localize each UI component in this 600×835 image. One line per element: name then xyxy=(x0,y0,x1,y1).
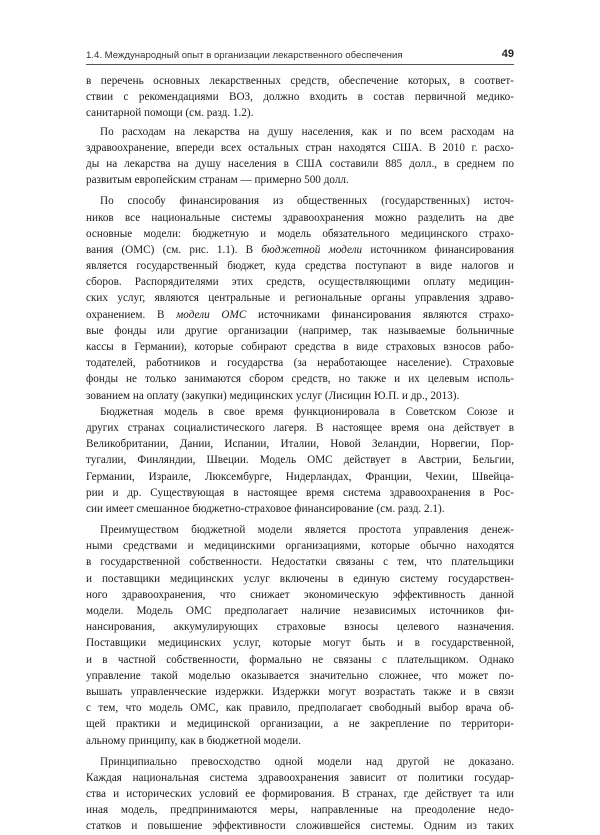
text-line: Каждая национальная система здравоохранения зависит от политики государ- xyxy=(86,771,514,784)
text-line: щей практики и медицинской организации, а не закрепление по территори- xyxy=(86,718,514,731)
text-line: По способу финансирования из общественных (государственных) источ- xyxy=(100,195,514,208)
text-line: Германии, Израиле, Люксембурге, Нидерландах, Франции, Чехии, Швейца- xyxy=(86,470,514,483)
text-line: По расходам на лекарства на душу населения, как и по всем расходам на xyxy=(100,125,514,138)
text-line: Великобритании, Дании, Испании, Италии, Новой Зеландии, Норвегии, Пор- xyxy=(86,438,514,451)
text-line: здравоохранение, впереди всех остальных стран находятся США. В 2010 г. расхо- xyxy=(86,141,514,154)
text-line: иная модель, предпринимаются меры, направленные на преодоление недо- xyxy=(86,804,514,817)
text-line: вания (ОМС) (см. рис. 1.1). В бюджетной модели источником финансирования xyxy=(86,243,514,256)
text-line: Преимуществом бюджетной модели является простота управления денеж- xyxy=(100,524,514,537)
text-line: в перечень основных лекарственных средств, обеспечение которых, в соответ- xyxy=(86,75,514,87)
text-line: с тем, что модель ОМС, как правило, предполагает свободный выбор врача об- xyxy=(86,702,514,715)
text-line: развитым европейским странам — примерно 500 долл. xyxy=(86,174,349,187)
text-line: Бюджетная модель в свое время функционировала в Советском Союзе и xyxy=(100,405,514,418)
text-line: модели. Модель ОМС предполагает наличие независимых источников фи- xyxy=(86,605,514,617)
text-line: и в частной собственности, формально не связаны с плательщиком. Однако xyxy=(86,653,514,666)
text-line: ников все национальные системы здравоохранения можно разделить на две xyxy=(86,211,514,224)
text-line: сборов. Распорядителями этих средств, осуществляющими оплату медицин- xyxy=(86,276,514,289)
page-number: 49 xyxy=(501,48,514,60)
text-line: рии и др. Существующая в настоящее время система здравоохранения в Рос- xyxy=(86,486,514,499)
header-title: 1.4. Международный опыт в организации лекарственного обеспечения xyxy=(86,50,403,61)
text-line: нансирования, аккумулирующих страховые взносы целевого назначения. xyxy=(86,621,514,634)
text-line: ды на лекарства на душу населения в США составили 885 долл., в среднем по xyxy=(86,157,514,170)
text-line: является государственный бюджет, куда средства поступают в виде налогов и xyxy=(86,260,514,273)
text-line: ства и исторических условий ее формирования. В странах, где действует та или xyxy=(86,788,514,801)
text-line: управление такой моделью оказывается значительно сложнее, что может по- xyxy=(86,669,514,682)
text-line: в государственной собственности. Недостатки связаны с тем, что плательщики xyxy=(86,556,514,569)
text-line: вые фонды или другие организации (например, так называемые больничные xyxy=(86,324,514,337)
text-line: ными средствами и медицинскими организациями, которые обычно находятся xyxy=(86,540,514,553)
text-line: статков и повышение эффективности сложившейся системы. Одним из таких xyxy=(86,820,514,833)
text-line: и поставщики медицинских услуг включены в единую систему государствен- xyxy=(86,572,514,585)
body-text xyxy=(86,73,514,835)
text-line: Принципиально превосходство одной модели над другой не доказано. xyxy=(100,755,514,768)
text-line: Поставщики медицинских услуг, которые могут быть и в государственной, xyxy=(86,637,514,650)
text-line: ного здравоохранения, что снижает экономическую эффективность данной xyxy=(86,588,514,601)
text-line: вышать управленческие издержки. Издержки могут возрастать также и в связи xyxy=(86,685,514,698)
text-line: альному принципу, как в бюджетной модели. xyxy=(86,734,302,747)
text-line: охранением. В модели ОМС источниками финансирования являются страхо- xyxy=(86,308,514,321)
text-line: зованием на оплату (закупки) медицинских услуг (Лисицин Ю.П. и др., 2013). xyxy=(86,389,460,402)
text-line: сии имеет смешанное бюджетно-страховое финансирование (см. разд. 2.1). xyxy=(86,502,445,515)
text-line: тугалии, Финляндии, Швеции. Модель ОМС действует в Австрии, Бельгии, xyxy=(86,454,514,467)
text-line: основные модели: бюджетную и модель обязательного медицинского страхо- xyxy=(86,227,514,240)
text-line: кассы в Германии), которые собирают средства в виде страховых взносов рабо- xyxy=(86,341,514,353)
text-line: других странах социалистического лагеря. В настоящее время она действует в xyxy=(86,421,514,434)
text-line: ствии с рекомендациями ВОЗ, должно входить в состав первичной медико- xyxy=(86,91,514,104)
text-line: ских услуг, являются центральные и региональные органы управления здраво- xyxy=(86,292,514,305)
running-header xyxy=(86,48,514,65)
text-line: тодателей, работников и государства (за неработающее население). Страховые xyxy=(86,357,514,370)
text-line: санитарной помощи (см. разд. 1.2). xyxy=(86,107,254,120)
text-line: фонды не только занимаются сбором средств, но также и их целевым исполь- xyxy=(86,373,514,386)
